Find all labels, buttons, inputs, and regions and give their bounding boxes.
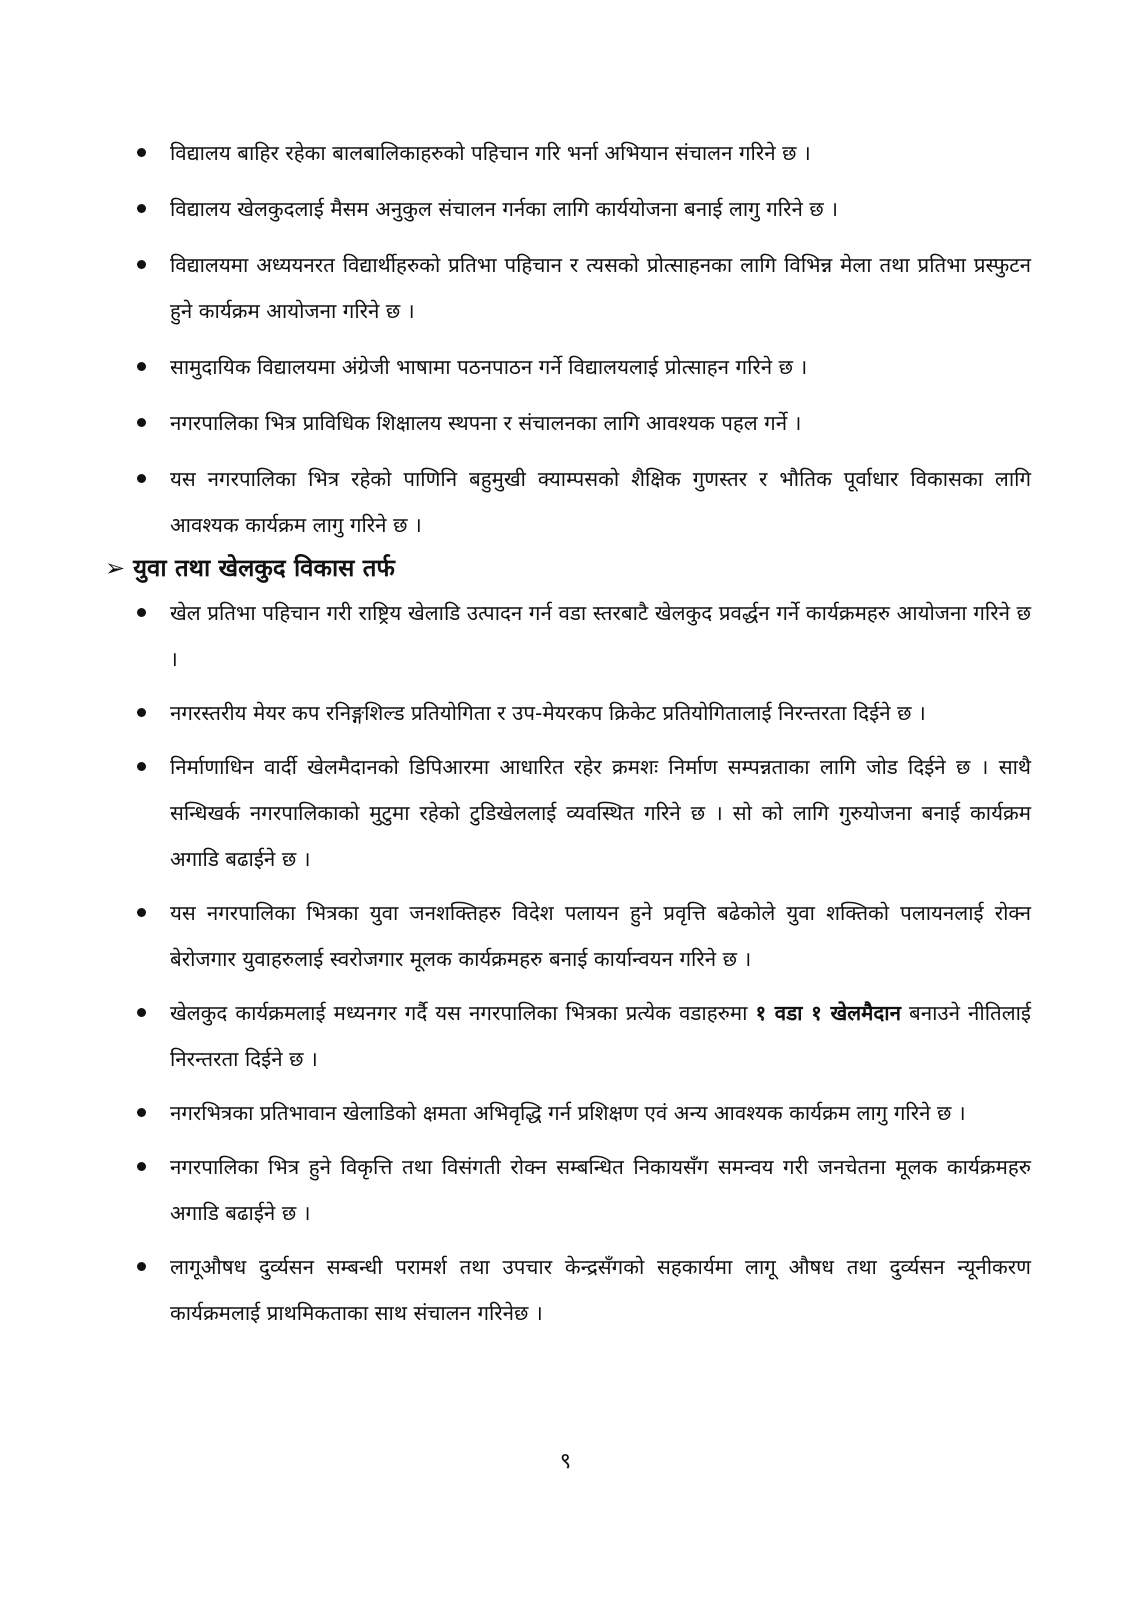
section-heading	[105, 548, 395, 588]
list-item-text-before: खेलकुद कार्यक्रमलाई मध्यनगर गर्दै यस नगरपालिका भित्रका प्रत्येक वडाहरुमा	[170, 1001, 756, 1025]
list-item-text: यस नगरपालिका भित्रका युवा जनशक्तिहरु विदेश पलायन हुने प्रवृत्ति बढेकोले युवा शक्तिको पलायनलाई रोक्न बेरोजगार युवाहरुलाई स्वरोजगार मूलक कार्यक्रमहरु बनाई कार्यान्वयन गरिने छ ।	[170, 901, 1031, 971]
bullet-icon	[137, 1108, 146, 1117]
list-item-text: विद्यालयमा अध्ययनरत विद्यार्थीहरुको प्रतिभा पहिचान र त्यसको प्रोत्साहनका लागि विभिन्न मेला तथा प्रतिभा प्रस्फुटन हुने कार्यक्रम आयोजना गरिने छ ।	[170, 253, 1031, 323]
list-item-text: नगरपालिका भित्र हुने विकृत्ति तथा विसंगती रोक्न सम्बन्धित निकायसँग समन्वय गरी जनचेतना मूलक कार्यक्रमहरु अगाडि बढाईने छ ।	[170, 1155, 1031, 1225]
list-item-text: नगरपालिका भित्र प्राविधिक शिक्षालय स्थपना र संचालनका लागि आवश्यक पहल गर्ने ।	[170, 411, 802, 435]
list-item	[0, 1090, 1131, 1136]
list-item-text: खेल प्रतिभा पहिचान गरी राष्ट्रिय खेलाडि उत्पादन गर्न वडा स्तरबाटै खेलकुद प्रवर्द्धन गर्ने कार्यक्रमहरु आयोजना गरिने छ ।	[170, 601, 1031, 671]
list-item	[0, 130, 1131, 176]
list-item	[0, 400, 1131, 446]
page-number: ९	[559, 1449, 572, 1474]
list-item-text: निर्माणाधिन वार्दी खेलमैदानको डिपिआरमा आधारित रहेर क्रमशः निर्माण सम्पन्नताका लागि जोड दिईने छ । साथै सन्धिखर्क नगरपालिकाको मुटुमा रहेको टुडिखेललाई व्यवस्थित गरिने छ । सो को लागि गुरुयोजना बनाई कार्यक्रम अगाडि बढाईने छ ।	[170, 755, 1031, 871]
list-item-text: लागूऔषध दुर्व्यसन सम्बन्धी परामर्श तथा उपचार केन्द्रसँगको सहकार्यमा लागू औषध तथा दुर्व्यसन न्यूनीकरण कार्यक्रमलाई प्राथमिकताका साथ संचालन गरिनेछ ।	[170, 1255, 1031, 1325]
list-item	[0, 186, 1131, 232]
list-item-text: सामुदायिक विद्यालयमा अंग्रेजी भाषामा पठनपाठन गर्ने विद्यालयलाई प्रोत्साहन गरिने छ ।	[170, 355, 808, 379]
list-item-text: यस नगरपालिका भित्र रहेको पाणिनि बहुमुखी क्याम्पसको शैक्षिक गुणस्तर र भौतिक पूर्वाधार विकासका लागि आवश्यक कार्यक्रम लागु गरिने छ ।	[170, 467, 1031, 537]
list-item	[0, 456, 1131, 548]
bullet-icon	[137, 708, 146, 717]
list-item	[0, 590, 1131, 682]
list-item-text: विद्यालय खेलकुदलाई मैसम अनुकुल संचालन गर्नका लागि कार्ययोजना बनाई लागु गरिने छ ।	[170, 197, 839, 221]
list-item	[0, 344, 1131, 390]
bullet-icon	[137, 1262, 146, 1271]
bullet-icon	[137, 762, 146, 771]
list-item	[0, 990, 1131, 1082]
list-item	[0, 744, 1131, 882]
list-item	[0, 1144, 1131, 1236]
education-bullet-list	[0, 130, 1131, 558]
arrow-bullet-icon: ➢	[105, 554, 126, 582]
bullet-icon	[137, 1162, 146, 1171]
list-item	[0, 690, 1131, 736]
bullet-icon	[137, 908, 146, 917]
list-item-text: नगरस्तरीय मेयर कप रनिङ्गशिल्ड प्रतियोगिता र उप-मेयरकप क्रिकेट प्रतियोगितालाई निरन्तरता दिईने छ ।	[170, 701, 926, 725]
bullet-icon	[137, 204, 146, 213]
list-item	[0, 1244, 1131, 1336]
bullet-icon	[137, 418, 146, 427]
list-item	[0, 890, 1131, 982]
list-item-text: नगरभित्रका प्रतिभावान खेलाडिको क्षमता अभिवृद्धि गर्न प्रशिक्षण एवं अन्य आवश्यक कार्यक्रम लागु गरिने छ ।	[170, 1101, 966, 1125]
youth-sports-bullet-list	[0, 590, 1131, 1344]
bullet-icon	[137, 474, 146, 483]
list-item-text-after: बनाउने नीतिलाई निरन्तरता दिईने छ ।	[170, 1001, 1031, 1071]
section-heading-text: युवा तथा खेलकुद विकास तर्फ	[133, 554, 395, 582]
bullet-icon	[137, 608, 146, 617]
bullet-icon	[137, 260, 146, 269]
list-item	[0, 242, 1131, 334]
bullet-icon	[137, 148, 146, 157]
list-item-bold-text: १ वडा १ खेलमैदान	[755, 1001, 901, 1025]
list-item-text: विद्यालय बाहिर रहेका बालबालिकाहरुको पहिचान गरि भर्ना अभियान संचालन गरिने छ ।	[170, 141, 811, 165]
bullet-icon	[137, 362, 146, 371]
bullet-icon	[137, 1008, 146, 1017]
